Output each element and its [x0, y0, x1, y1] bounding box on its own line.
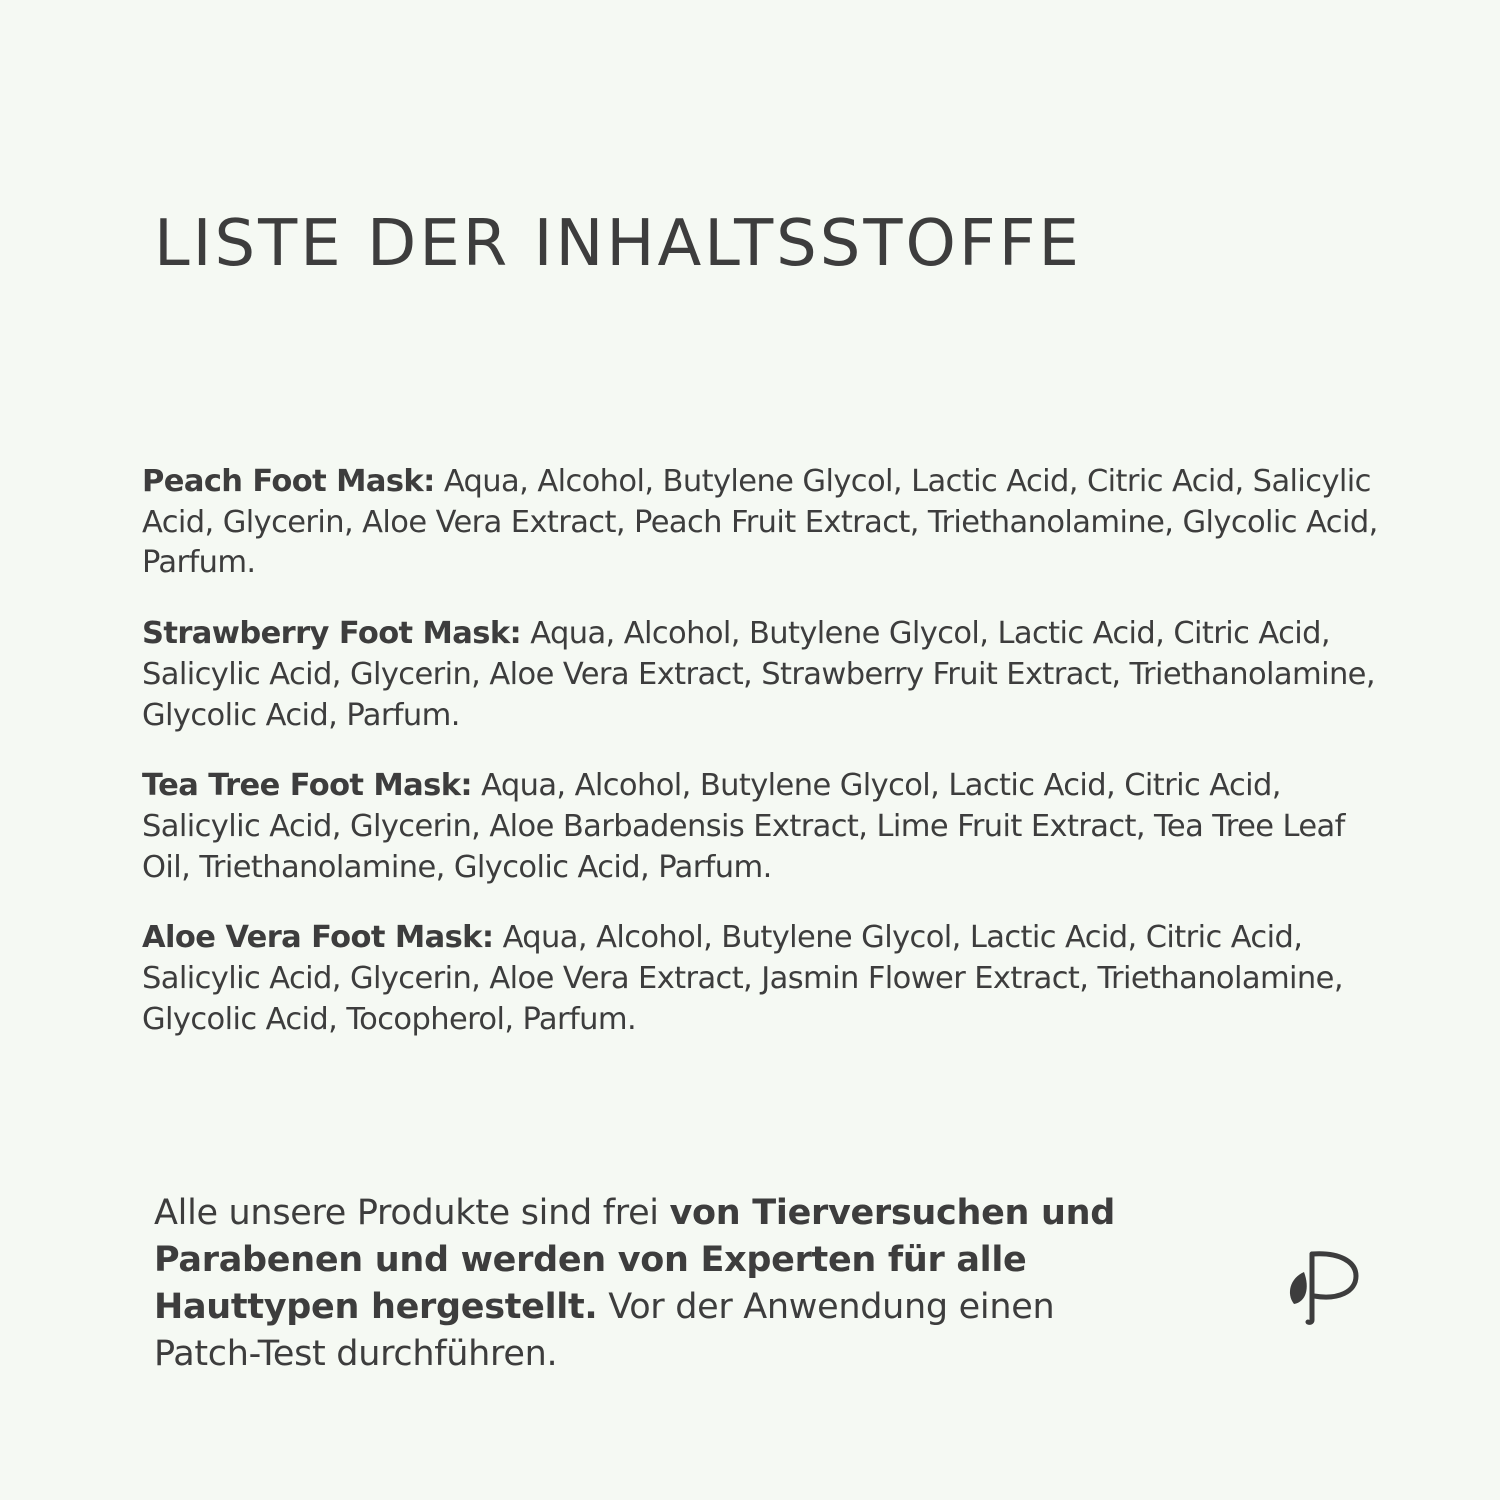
- footer-note: [154, 1190, 1134, 1378]
- product-tea-tree: [142, 766, 1382, 888]
- footer-part1: Alle unsere Produkte sind frei: [154, 1193, 670, 1233]
- ingredients-list: [142, 462, 1382, 1070]
- product-name: Strawberry Foot Mask:: [142, 616, 522, 652]
- product-name: Aloe Vera Foot Mask:: [142, 920, 494, 956]
- product-ingredients: Aqua, Alcohol, Butylene Glycol, Lactic Acid, Citric Acid, Salicylic Acid, Glycerin, Aloe Barbadensis Extract, Lime Fruit Extract, Tea Tree Leaf Oil, Triethanolamine, Glycolic Acid, Parfum.: [142, 768, 1345, 885]
- product-aloe-vera: [142, 918, 1382, 1040]
- product-ingredients: Aqua, Alcohol, Butylene Glycol, Lactic Acid, Citric Acid, Salicylic Acid, Glycerin, Aloe Vera Extract, Strawberry Fruit Extract, Triethanolamine, Glycolic Acid, Parfum.: [142, 616, 1375, 733]
- leaf-p-logo-icon: [1280, 1244, 1364, 1328]
- product-peach: [142, 462, 1382, 584]
- page-title: LISTE DER INHALTSSTOFFE: [154, 207, 1082, 281]
- product-ingredients: Aqua, Alcohol, Butylene Glycol, Lactic Acid, Citric Acid, Salicylic Acid, Glycerin, Aloe Vera Extract, Peach Fruit Extract, Triethanolamine, Glycolic Acid, Parfum.: [142, 464, 1378, 581]
- product-name: Tea Tree Foot Mask:: [142, 768, 472, 804]
- footer-bold: von Tierversuchen und Parabenen und werden von Experten für alle Hauttypen hergestellt.: [154, 1193, 1116, 1327]
- product-name: Peach Foot Mask:: [142, 464, 435, 499]
- footer-part3: Vor der Anwendung einen Patch-Test durchführen.: [154, 1287, 1055, 1374]
- product-ingredients: Aqua, Alcohol, Butylene Glycol, Lactic Acid, Citric Acid, Salicylic Acid, Glycerin, Aloe Vera Extract, Jasmin Flower Extract, Triethanolamine, Glycolic Acid, Tocopherol, Parfum.: [142, 920, 1343, 1037]
- product-strawberry: [142, 614, 1382, 736]
